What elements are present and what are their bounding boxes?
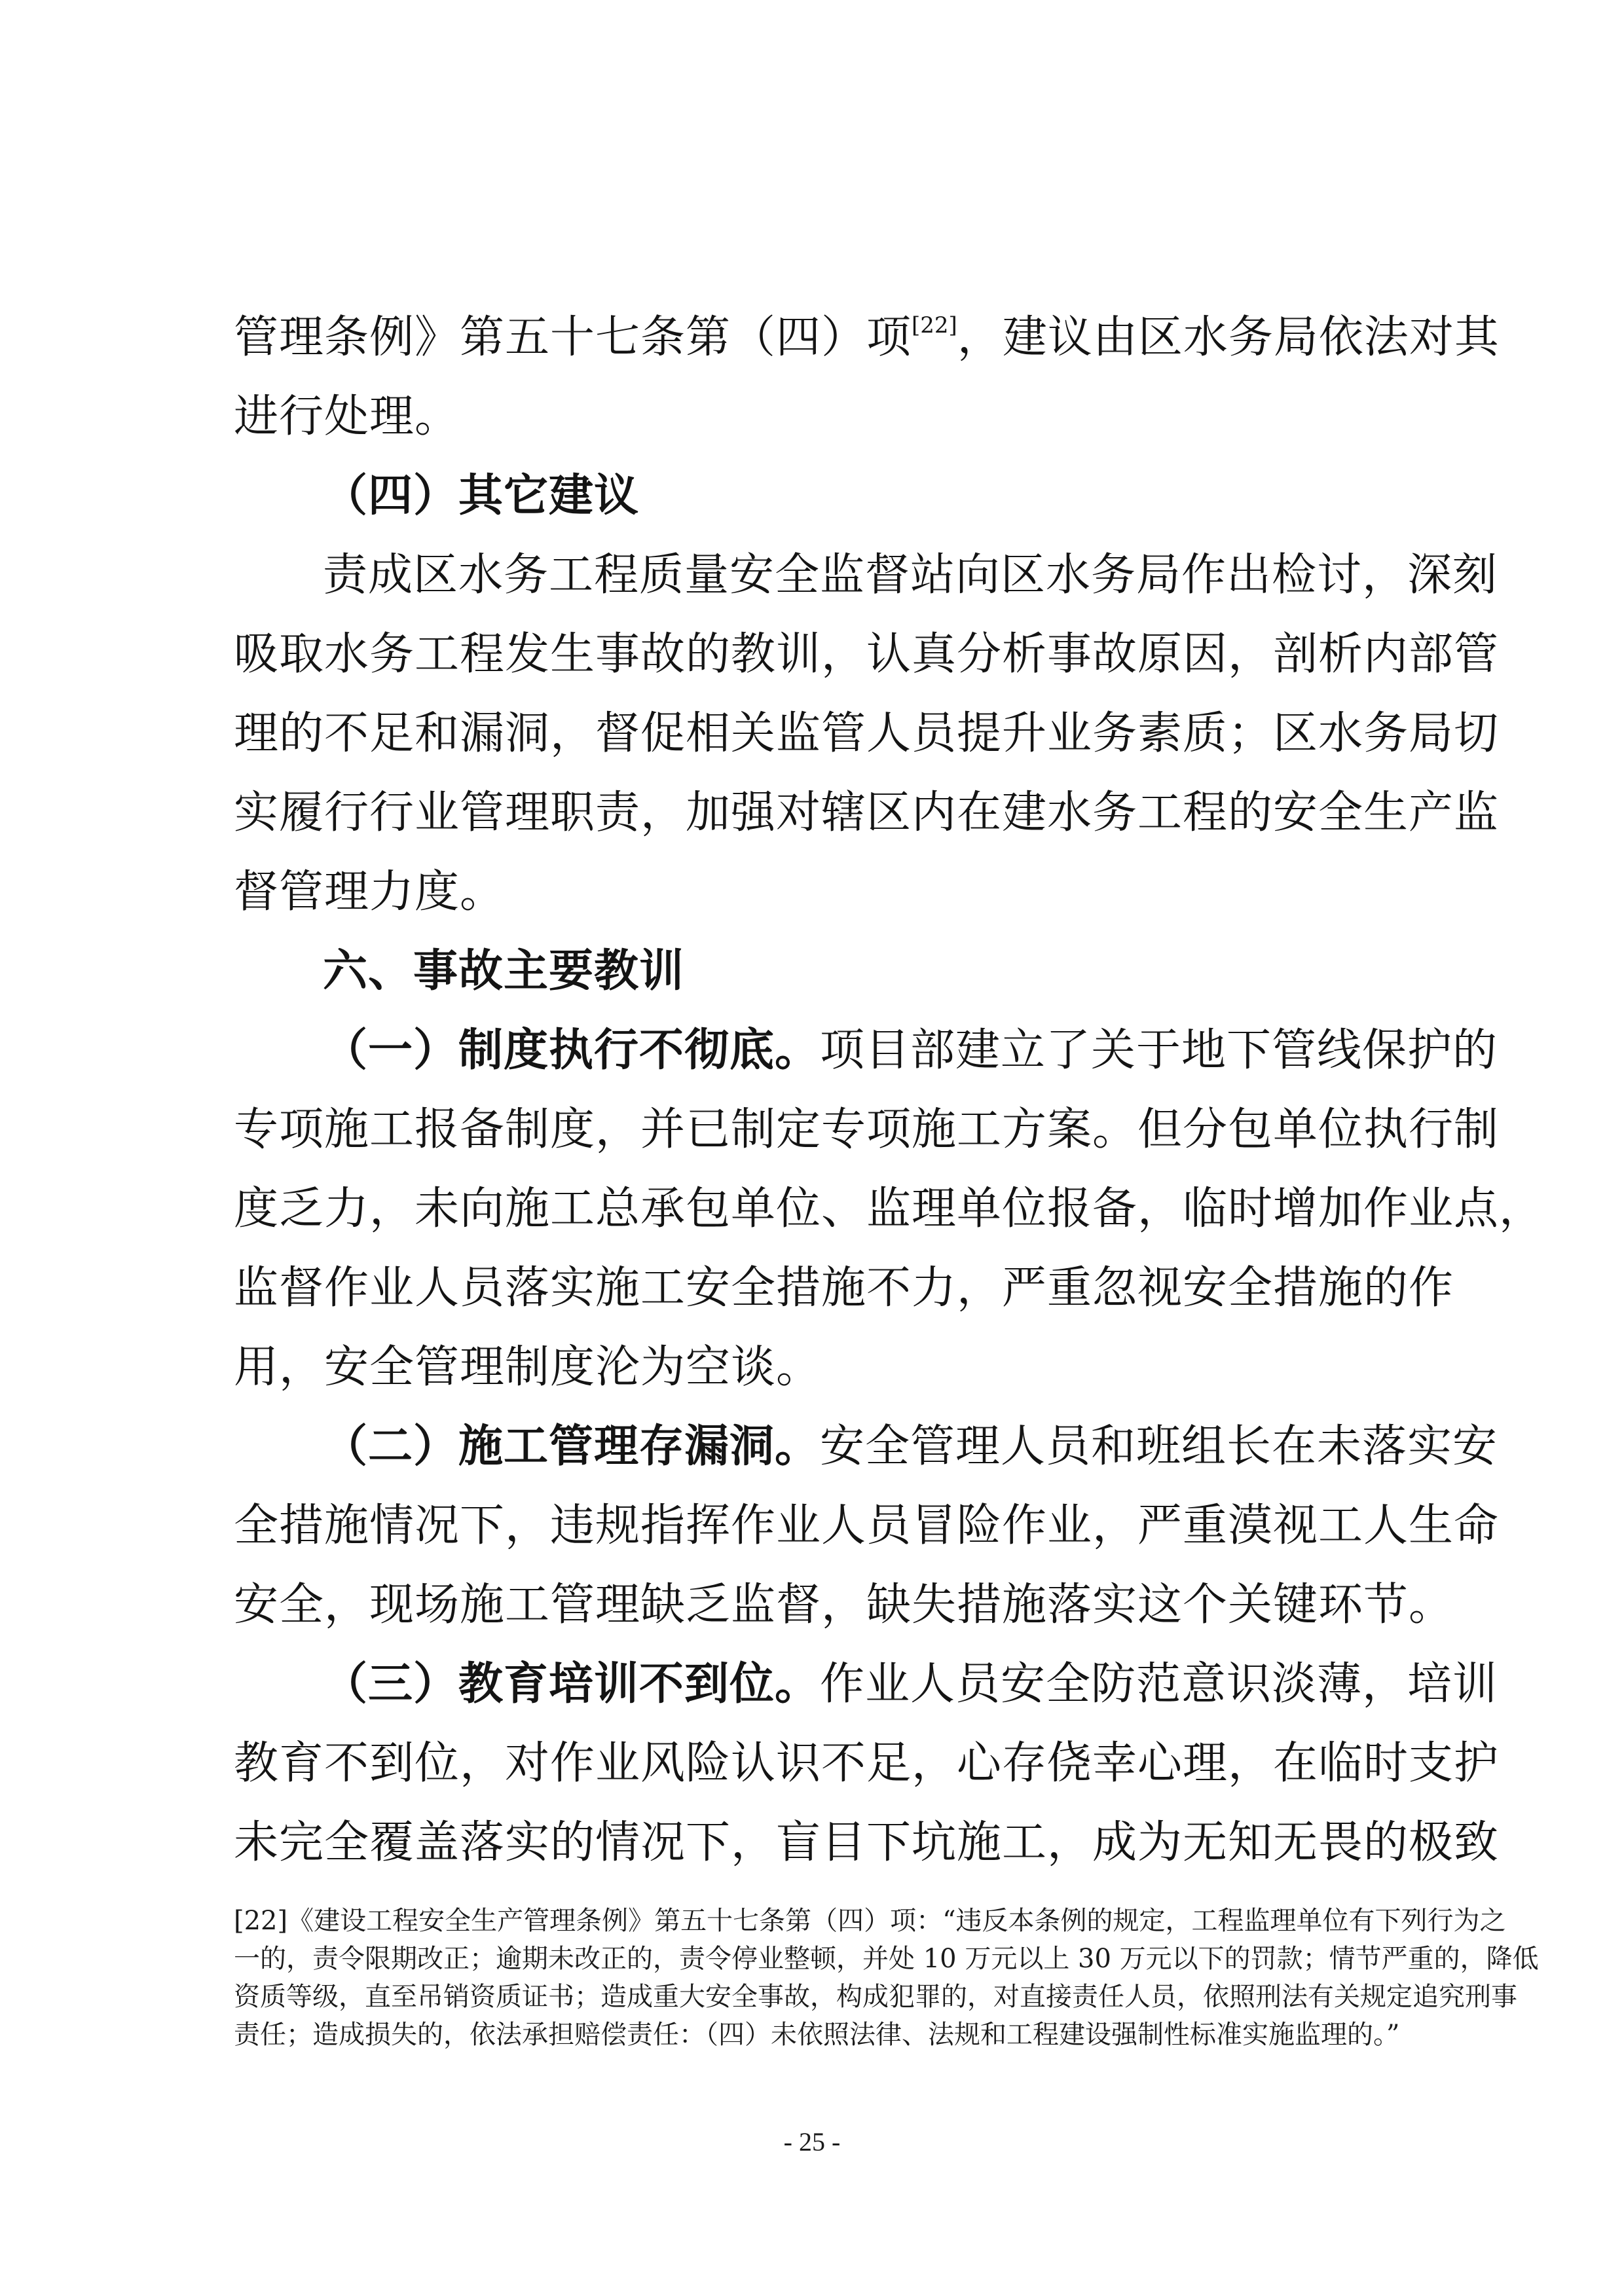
text-line: 责成区水务工程质量安全监督站向区水务局作出检讨，深刻: [323, 549, 1498, 601]
text-line: 实履行行业管理职责，加强对辖区内在建水务工程的安全生产监: [234, 787, 1500, 839]
text-line: [234, 1011, 1498, 1090]
section-heading: （四）其它建议: [323, 470, 640, 522]
footnote-line: [22]《建设工程安全生产管理条例》第五十七条第（四）项：“违反本条例的规定，工程监理单位有下列行为之: [234, 1906, 1506, 1936]
text-line: 吸取水务工程发生事故的教训，认真分析事故原因，剖析内部管: [234, 629, 1500, 680]
subheading: （三）教育培训不到位。: [323, 1658, 821, 1710]
text-line: 督管理力度。: [234, 866, 506, 918]
footnote-line: 责任；造成损失的，依法承担赔偿责任：（四）未依照法律、法规和工程建设强制性标准实施监理的。”: [234, 2020, 1400, 2050]
body-text: [234, 298, 1545, 1882]
text-line: 教育不到位，对作业风险认识不足，心存侥幸心理，在临时支护: [234, 1738, 1500, 1789]
text-segment: 管理条例》第五十七条第（四）项: [234, 312, 912, 363]
footnote: [234, 1902, 1539, 2054]
text-line: 未完全覆盖落实的情况下，盲目下坑施工，成为无知无畏的极致: [234, 1817, 1500, 1868]
text-line: 全措施情况下，违规指挥作业人员冒险作业，严重漠视工人生命: [234, 1500, 1500, 1552]
text-segment: 项目部建立了关于地下管线保护的: [820, 1025, 1498, 1076]
subheading: （二）施工管理存漏洞。: [323, 1421, 821, 1472]
text-line: [234, 298, 1500, 377]
text-segment: ，建议由区水务局依法对其: [957, 312, 1500, 363]
page-number: - 25 -: [783, 2127, 841, 2157]
footnote-line: 一的，责令限期改正；逾期未改正的，责令停业整顿，并处 10 万元以上 30 万元以下的罚款；情节严重的，降低: [234, 1944, 1539, 1974]
text-segment: 作业人员安全防范意识淡薄，培训: [820, 1658, 1498, 1710]
text-line: 安全，现场施工管理缺乏监督，缺失措施落实这个关键环节。: [234, 1579, 1454, 1631]
text-line: 监督作业人员落实施工安全措施不力，严重忽视安全措施的作: [234, 1262, 1454, 1314]
text-segment: 安全管理人员和班组长在未落实安: [820, 1421, 1498, 1472]
subheading: （一）制度执行不彻底。: [323, 1025, 821, 1076]
text-line: [234, 1407, 1498, 1486]
text-line: 度乏力，未向施工总承包单位、监理单位报备，临时增加作业点，: [234, 1183, 1545, 1235]
text-line: 专项施工报备制度，并已制定专项施工方案。但分包单位执行制: [234, 1104, 1500, 1156]
section-heading: 六、事故主要教训: [323, 945, 685, 997]
footnote-reference[interactable]: [22]: [912, 312, 957, 338]
text-line: 用，安全管理制度沦为空谈。: [234, 1341, 822, 1393]
text-line: 进行处理。: [234, 391, 460, 443]
footnote-line: 资质等级，直至吊销资质证书；造成重大安全事故，构成犯罪的，对直接责任人员，依照刑法有关规定追究刑事: [234, 1982, 1517, 2012]
text-line: 理的不足和漏洞，督促相关监管人员提升业务素质；区水务局切: [234, 708, 1500, 759]
text-line: [234, 1645, 1498, 1724]
